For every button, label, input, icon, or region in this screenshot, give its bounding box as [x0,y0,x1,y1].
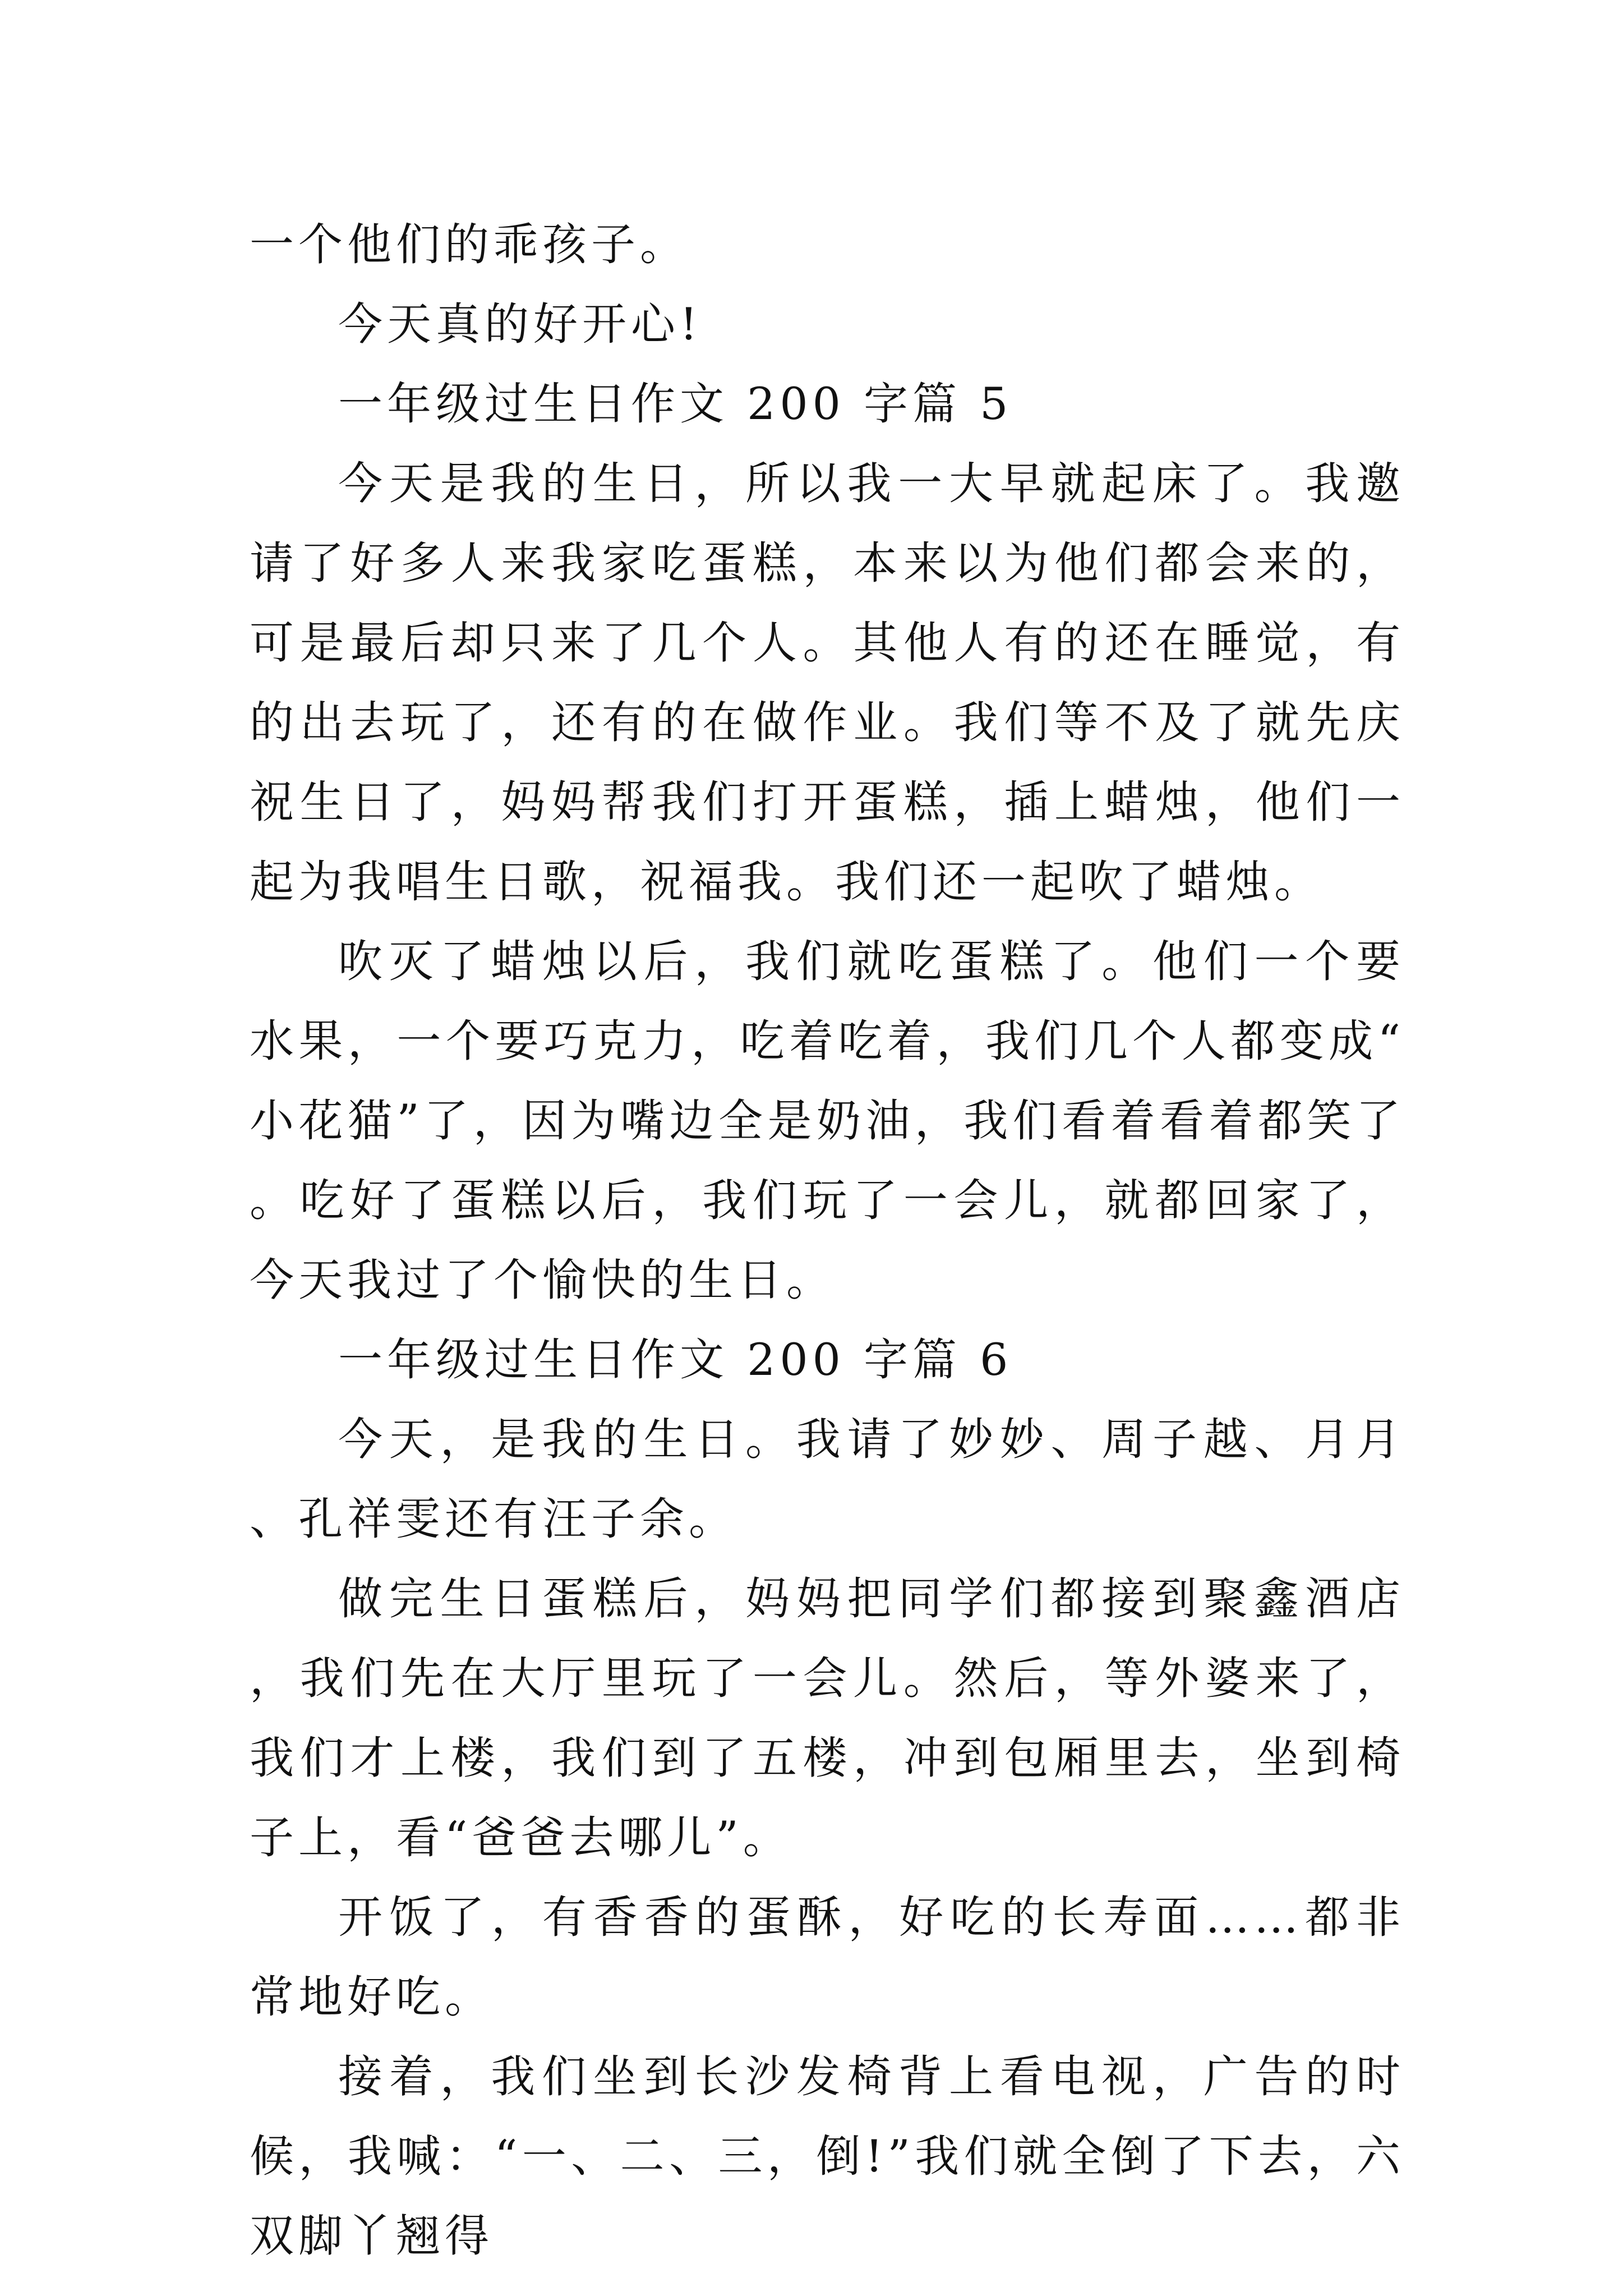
document-body [250,205,1405,2276]
paragraph-9: 开饭了，有香香的蛋酥，好吃的长寿面……都非常地好吃。 [250,1892,1405,2023]
section-heading-5: 一年级过生日作文 200 字篇 5 [338,378,1013,430]
section-heading-6: 一年级过生日作文 200 字篇 6 [338,1334,1013,1386]
paragraph-10: 接着，我们坐到长沙发椅背上看电视，广告的时候，我喊：“一、二、三，倒!”我们就全倒了下去，六双脚丫翘得 [250,2051,1405,2262]
paragraph-2: 今天真的好开心! [338,298,702,350]
paragraph-8: 做完生日蛋糕后，妈妈把同学们都接到聚鑫酒店，我们先在大厅里玩了一会儿。然后，等外婆来了，我们才上楼，我们到了五楼，冲到包厢里去，坐到椅子上，看“爸爸去哪儿”。 [250,1573,1405,1864]
paragraph-4: 今天是我的生日，所以我一大早就起床了。我邀请了好多人来我家吃蛋糕，本来以为他们都会来的，可是最后却只来了几个人。其他人有的还在睡觉，有的出去玩了，还有的在做作业。我们等不及了就先庆祝生日了，妈妈帮我们打开蛋糕，插上蜡烛，他们一起为我唱生日歌，祝福我。我们还一起吹了蜡烛。 [250,458,1405,908]
paragraph-5: 吹灭了蜡烛以后，我们就吃蛋糕了。他们一个要水果，一个要巧克力，吃着吃着，我们几个人都变成“小花猫”了，因为嘴边全是奶油，我们看着看着都笑了。吃好了蛋糕以后，我们玩了一会儿，就都回家了，今天我过了个愉快的生日。 [250,936,1405,1306]
paragraph-7: 今天，是我的生日。我请了妙妙、周子越、月月、孔祥雯还有汪子余。 [250,1414,1405,1545]
paragraph-1: 一个他们的乖孩子。 [250,219,689,270]
